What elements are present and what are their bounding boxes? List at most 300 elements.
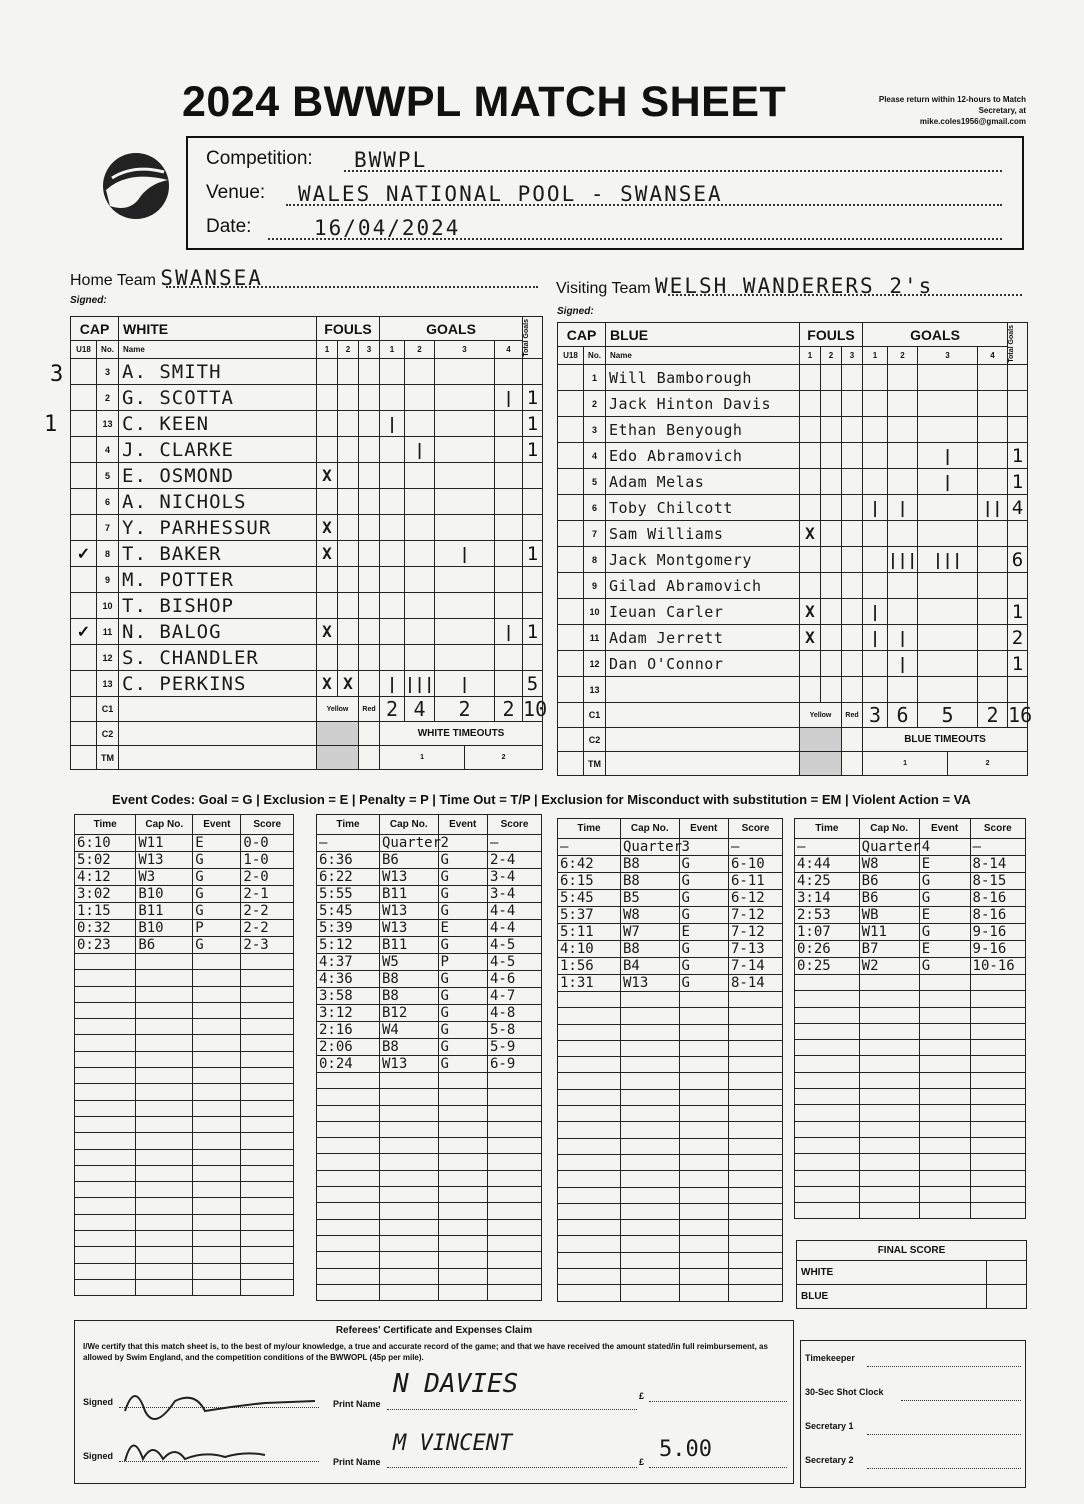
log-score: 4-5 [488, 954, 542, 971]
log-row [795, 975, 1026, 991]
log-score: 6-11 [729, 873, 783, 890]
log-time [75, 1051, 136, 1067]
goals-q2: | [888, 651, 918, 677]
log-cap [136, 1182, 193, 1198]
goals-q1: | [863, 495, 888, 521]
goals-q1: | [863, 625, 888, 651]
foul-1 [800, 391, 821, 417]
log-event [679, 1187, 729, 1203]
log-cap [380, 1203, 439, 1219]
foul-3 [842, 677, 863, 703]
log-row [558, 958, 783, 975]
goals-q4 [978, 651, 1008, 677]
log-row [795, 890, 1026, 907]
log-cap [380, 1121, 439, 1137]
log-row [558, 1236, 783, 1252]
foul-2 [338, 437, 359, 463]
log-cap [859, 1203, 919, 1219]
log-row [795, 839, 1026, 856]
blue-timeout-1: 1 [863, 752, 948, 776]
cap-number: 8 [584, 547, 606, 573]
goals-q4 [978, 573, 1008, 599]
log-time [75, 1198, 136, 1214]
foul-2 [821, 651, 842, 677]
log-row [75, 1100, 294, 1116]
player-name: C. KEEN [119, 411, 317, 437]
log-score [488, 1252, 542, 1268]
goals-q2 [888, 521, 918, 547]
log-event [438, 1252, 488, 1268]
goals-q4 [495, 437, 523, 463]
goals-q3: | [918, 469, 978, 495]
log-time [558, 1252, 621, 1268]
u18-tick [558, 651, 584, 677]
blue-player-row [558, 391, 1028, 417]
log-event [679, 1252, 729, 1268]
foul-2 [338, 541, 359, 567]
goals-header: GOALS [863, 323, 1008, 347]
log-cap: B8 [621, 941, 680, 958]
foul-1: X [317, 671, 338, 697]
log-row [558, 1024, 783, 1040]
log-score [970, 1186, 1025, 1202]
log-event: G [193, 937, 241, 954]
log-time [317, 1105, 380, 1121]
log-cap: W13 [621, 975, 680, 992]
final-score-table [796, 1240, 1027, 1309]
total-goals [1008, 365, 1028, 391]
log-time [795, 1023, 860, 1039]
log-row [75, 852, 294, 869]
log-cap [136, 970, 193, 986]
white-player-row [71, 515, 543, 541]
log-event [193, 1116, 241, 1132]
log-cap [136, 1084, 193, 1100]
event-log-table [74, 814, 294, 1296]
goals-q4 [978, 365, 1008, 391]
log-cap [380, 1073, 439, 1089]
goals-q2: ||| [888, 547, 918, 573]
c2-label: C2 [584, 728, 606, 752]
log-cap: B4 [621, 958, 680, 975]
log-score [970, 1203, 1025, 1219]
goals-q2: | [888, 625, 918, 651]
log-score [488, 1203, 542, 1219]
log-row [558, 975, 783, 992]
log-cap [380, 1154, 439, 1170]
log-cap [621, 1106, 680, 1122]
timekeeper-label: Timekeeper [805, 1353, 855, 1363]
log-header-score: Score [241, 815, 294, 835]
log-score [241, 1133, 294, 1149]
log-event [919, 1154, 970, 1170]
foul-1 [317, 437, 338, 463]
no-header: No. [584, 347, 606, 365]
log-event: G [919, 873, 970, 890]
log-time [317, 1121, 380, 1137]
total-goals [523, 645, 543, 671]
player-name: Sam Williams [606, 521, 800, 547]
white-roster-table: CAP WHITE FOULS GOALS Total Goals U18 No. Name 1 2 3 1 2 3 4 3 A. SMITH 2 G. SCOTTA | 1 13 C. KEEN | 1 4 J. CLARKE | 1 5 E. OSMOND X 6 A. NICHOLS 7 Y. PARHESSUR X ✓ 8 T. BAKER X | 1 9 M. POTTER 10 T. BISHOP ✓ 11 N. BALOG X | 1 12 S. CHANDLER 13 C. PERKINS X X | ||| | 5 C1 Yellow Red 2 4 2 2 10 C2 WHITE TIMEOUTS TM 1 2 [70, 316, 543, 770]
log-time [75, 1279, 136, 1295]
player-name: Toby Chilcott [606, 495, 800, 521]
log-row [75, 1019, 294, 1035]
log-event [193, 1133, 241, 1149]
log-time [75, 1263, 136, 1279]
log-time: 4:36 [317, 971, 380, 988]
u18-tick [71, 385, 97, 411]
total-goals-header: Total Goals [1008, 323, 1028, 365]
player-name: S. CHANDLER [119, 645, 317, 671]
goals-q3 [435, 619, 495, 645]
cap-header: CAP [71, 317, 119, 341]
name-header: Name [119, 341, 317, 359]
player-name: T. BAKER [119, 541, 317, 567]
log-row [558, 873, 783, 890]
log-score [729, 1269, 783, 1285]
print-name-label-1: Print Name [333, 1399, 381, 1409]
cap-number: 3 [97, 359, 119, 385]
log-time [75, 1019, 136, 1035]
log-score [970, 1121, 1025, 1137]
log-event [919, 975, 970, 991]
log-row [558, 1203, 783, 1219]
white-player-row [71, 489, 543, 515]
total-goals [523, 359, 543, 385]
total-goals: 1 [1008, 443, 1028, 469]
log-time [317, 1235, 380, 1251]
log-cap [859, 1105, 919, 1121]
log-score [729, 1073, 783, 1089]
log-cap: W13 [380, 869, 439, 886]
log-row [75, 1035, 294, 1051]
player-name: Edo Abramovich [606, 443, 800, 469]
foul-3 [359, 619, 380, 645]
log-event [193, 1019, 241, 1035]
log-row [75, 1198, 294, 1214]
log-header-cap: Cap No. [380, 815, 439, 835]
log-score [729, 1154, 783, 1170]
log-time: 0:25 [795, 958, 860, 975]
log-time [558, 1024, 621, 1040]
foul-2 [821, 573, 842, 599]
goals-q1 [380, 541, 405, 567]
log-time [795, 1137, 860, 1153]
white-header: WHITE [119, 317, 317, 341]
blue-player-row [558, 677, 1028, 703]
log-cap: WB [859, 907, 919, 924]
log-time [75, 1002, 136, 1018]
log-row [558, 890, 783, 907]
log-time [795, 975, 860, 991]
log-cap [136, 1133, 193, 1149]
goals-q4 [978, 599, 1008, 625]
log-time [558, 1187, 621, 1203]
event-log-table [794, 818, 1026, 1219]
log-time: 5:11 [558, 924, 621, 941]
log-event [679, 1008, 729, 1024]
foul-1 [317, 593, 338, 619]
goals-q3 [435, 437, 495, 463]
log-score: 8-16 [970, 907, 1025, 924]
log-cap [380, 1268, 439, 1284]
u18-tick [71, 489, 97, 515]
player-name: A. SMITH [119, 359, 317, 385]
goals-q2 [888, 573, 918, 599]
log-time [795, 1089, 860, 1105]
log-cap [859, 1137, 919, 1153]
log-row [317, 1252, 542, 1268]
goals-q1 [863, 365, 888, 391]
log-cap [859, 1072, 919, 1088]
log-time [75, 1068, 136, 1084]
u18-header: U18 [558, 347, 584, 365]
log-cap [136, 1263, 193, 1279]
log-score [488, 1154, 542, 1170]
log-row [558, 1187, 783, 1203]
log-event: G [438, 1056, 488, 1073]
log-event [193, 1002, 241, 1018]
log-time [558, 1269, 621, 1285]
goals-q3 [435, 593, 495, 619]
log-score [729, 1220, 783, 1236]
log-score [241, 1019, 294, 1035]
goals-q4 [495, 489, 523, 515]
foul-1 [800, 573, 821, 599]
log-score [970, 1056, 1025, 1072]
log-time: 1:56 [558, 958, 621, 975]
log-event [679, 1220, 729, 1236]
foul-1 [317, 489, 338, 515]
log-cap [859, 1154, 919, 1170]
log-event [679, 1040, 729, 1056]
log-event [919, 1186, 970, 1202]
foul-3 [359, 541, 380, 567]
log-cap: W8 [859, 856, 919, 873]
log-event [438, 1154, 488, 1170]
u18-tick [558, 469, 584, 495]
log-row [795, 1170, 1026, 1186]
log-header-time: Time [795, 819, 860, 839]
log-time [75, 1116, 136, 1132]
goals-q4 [978, 469, 1008, 495]
log-header-cap: Cap No. [621, 819, 680, 839]
log-time: 0:24 [317, 1056, 380, 1073]
total-goals: 1 [1008, 651, 1028, 677]
log-score [729, 1008, 783, 1024]
log-row [795, 907, 1026, 924]
log-cap [859, 1056, 919, 1072]
event-codes-legend: Event Codes: Goal = G | Exclusion = E | Penalty = P | Time Out = T/P | Exclusion for Misconduct with substitution = EM | Violent Action = VA [112, 792, 971, 807]
log-cap: Quarter [380, 835, 439, 852]
log-row [795, 1040, 1026, 1056]
foul-1: X [317, 515, 338, 541]
cap-number: 10 [584, 599, 606, 625]
log-row [795, 1089, 1026, 1105]
log-event [193, 954, 241, 970]
log-event [919, 1105, 970, 1121]
u18-tick [71, 645, 97, 671]
log-time [317, 1073, 380, 1089]
log-row [317, 1154, 542, 1170]
goals-q3 [435, 567, 495, 593]
referee-1-name: N DAVIES [393, 1369, 519, 1399]
log-score [488, 1073, 542, 1089]
log-time: 1:15 [75, 903, 136, 920]
cap-number: 9 [97, 567, 119, 593]
foul-2 [338, 593, 359, 619]
log-time [558, 1236, 621, 1252]
goals-q2: ||| [405, 671, 435, 697]
log-score [241, 1247, 294, 1263]
log-cap [859, 1186, 919, 1202]
blue-total-q1: 3 [863, 703, 888, 728]
log-score [241, 1149, 294, 1165]
log-event [193, 1084, 241, 1100]
log-score: 5-9 [488, 1039, 542, 1056]
foul-3 [359, 385, 380, 411]
log-row [317, 1203, 542, 1219]
player-name: Jack Montgomery [606, 547, 800, 573]
log-event [193, 1068, 241, 1084]
log-event [679, 1269, 729, 1285]
log-event [438, 1089, 488, 1105]
log-score [729, 1285, 783, 1301]
log-time [75, 1231, 136, 1247]
log-score: 4-6 [488, 971, 542, 988]
goals-q4 [978, 443, 1008, 469]
log-row [75, 1165, 294, 1181]
white-player-row [71, 593, 543, 619]
goals-q3 [918, 417, 978, 443]
log-score [488, 1105, 542, 1121]
log-row [75, 1002, 294, 1018]
log-score [241, 954, 294, 970]
print-name-label-2: Print Name [333, 1457, 381, 1467]
final-score-label: FINAL SCORE [797, 1241, 1027, 1261]
goals-q4 [495, 671, 523, 697]
log-event [679, 1089, 729, 1105]
log-event [193, 1263, 241, 1279]
foul-2 [338, 385, 359, 411]
u18-tick [558, 521, 584, 547]
log-event [193, 1100, 241, 1116]
log-cap [859, 975, 919, 991]
cap-number: 13 [97, 671, 119, 697]
foul-2 [821, 625, 842, 651]
foul-1 [317, 567, 338, 593]
log-score [970, 1040, 1025, 1056]
foul-3 [359, 359, 380, 385]
visiting-signed-label: Signed: [557, 306, 594, 317]
log-cap [621, 1024, 680, 1040]
log-score: 3-4 [488, 869, 542, 886]
goals-q4 [495, 515, 523, 541]
cap-header: CAP [558, 323, 606, 347]
u18-tick [71, 359, 97, 385]
log-cap [380, 1235, 439, 1251]
log-score: 7-13 [729, 941, 783, 958]
foul-2 [338, 359, 359, 385]
cap-number: 12 [97, 645, 119, 671]
foul-1: X [800, 599, 821, 625]
log-cap [380, 1252, 439, 1268]
log-score: 0-0 [241, 835, 294, 852]
cap-number: 13 [584, 677, 606, 703]
home-team-label: Home Team [70, 272, 156, 289]
log-time: — [558, 839, 621, 856]
log-cap [136, 1214, 193, 1230]
log-score [488, 1121, 542, 1137]
goals-q2 [888, 365, 918, 391]
goals-q4 [978, 391, 1008, 417]
log-row [317, 1284, 542, 1300]
log-cap: B8 [380, 1039, 439, 1056]
log-score [241, 1279, 294, 1295]
log-time: 5:02 [75, 852, 136, 869]
total-goals [1008, 391, 1028, 417]
blue-timeout-2: 2 [948, 752, 1028, 776]
log-event [679, 1203, 729, 1219]
log-row [75, 937, 294, 954]
goals-q2 [405, 359, 435, 385]
log-time: 3:14 [795, 890, 860, 907]
goals-q3 [435, 463, 495, 489]
log-score [241, 970, 294, 986]
final-blue-label: BLUE [797, 1285, 987, 1309]
cap-number: 2 [584, 391, 606, 417]
cap-number: 1 [584, 365, 606, 391]
foul-2 [338, 567, 359, 593]
u18-tick [558, 573, 584, 599]
log-score [241, 1002, 294, 1018]
signed-label-2: Signed [83, 1451, 114, 1461]
u18-tick [71, 463, 97, 489]
referees-certificate [74, 1320, 794, 1484]
foul-2 [821, 521, 842, 547]
log-score [241, 1214, 294, 1230]
foul-1 [317, 385, 338, 411]
goals-q3 [435, 515, 495, 541]
referee-2-name: M VINCENT [393, 1431, 513, 1456]
log-score: 8-15 [970, 873, 1025, 890]
log-cap [621, 1008, 680, 1024]
log-event [438, 1268, 488, 1284]
sheet-title: 2024 BWWPL MATCH SHEET [182, 78, 787, 126]
log-score [241, 1068, 294, 1084]
log-cap: B11 [380, 886, 439, 903]
log-row [317, 1022, 542, 1039]
log-score [488, 1170, 542, 1186]
log-cap [621, 1187, 680, 1203]
c2-label: C2 [97, 722, 119, 746]
total-goals: 1 [1008, 469, 1028, 495]
goals-q4 [495, 411, 523, 437]
goals-q3 [918, 391, 978, 417]
total-goals [523, 593, 543, 619]
blue-total-q2: 6 [888, 703, 918, 728]
log-cap [621, 1040, 680, 1056]
foul-3 [842, 391, 863, 417]
log-cap: B10 [136, 886, 193, 903]
log-event: G [438, 886, 488, 903]
log-score [241, 1035, 294, 1051]
white-player-row [71, 437, 543, 463]
log-event: G [438, 852, 488, 869]
log-event: E [679, 924, 729, 941]
foul-3 [842, 495, 863, 521]
white-total-goals: 10 [523, 697, 548, 721]
